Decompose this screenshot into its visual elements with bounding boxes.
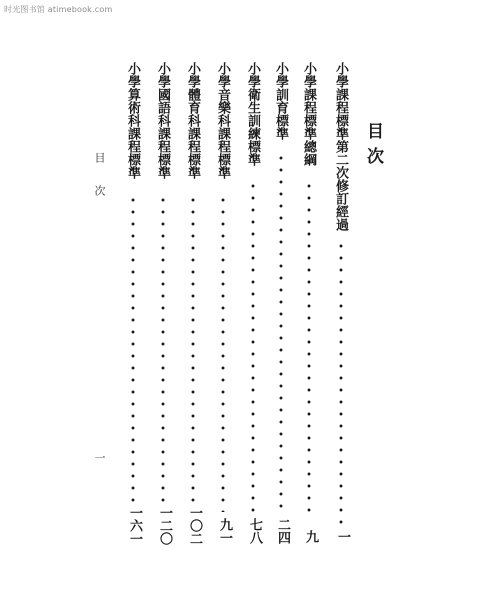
toc-entry-page: 一六一 [127, 506, 142, 545]
running-footer-page: 一 [93, 452, 106, 463]
watermark-text: 时光图书馆 atimebook.com [4, 5, 113, 14]
leader-dots [190, 194, 196, 502]
toc-entry-page: 七八 [247, 518, 262, 544]
leader-dots [338, 240, 344, 525]
running-footer-section: 目 次 [93, 152, 106, 196]
leader-dots [220, 194, 226, 512]
toc-entry-title: 小學體育科課程標準 [185, 62, 200, 179]
leader-dots [250, 180, 256, 512]
toc-entry-page: 一〇二 [187, 506, 202, 545]
leader-dots [130, 194, 136, 502]
toc-entry-title: 小學課程標準總綱 [301, 62, 316, 166]
toc-entry-title: 小學算術科課程標準 [125, 62, 140, 179]
toc-entry-page: 九 [303, 530, 318, 543]
leader-dots [160, 194, 166, 502]
toc-entry-page: 二四 [275, 518, 290, 544]
toc-entry-page: 九一 [217, 518, 232, 544]
toc-entry-page: 一 [335, 530, 350, 543]
toc-entry-title: 小學訓育標準 [273, 62, 288, 140]
toc-entry-title: 小學國語科課程標準 [155, 62, 170, 179]
leader-dots [306, 180, 312, 515]
toc-entry-page: 一二〇 [157, 506, 172, 545]
leader-dots [278, 152, 284, 512]
toc-entry-title: 小學衛生訓練標準 [245, 62, 260, 166]
toc-entry-title: 小學音樂科課程標準 [215, 62, 230, 179]
page-title: 目次 [363, 122, 383, 172]
toc-entry-title: 小學課程標準第二次修訂經過 [333, 62, 348, 231]
